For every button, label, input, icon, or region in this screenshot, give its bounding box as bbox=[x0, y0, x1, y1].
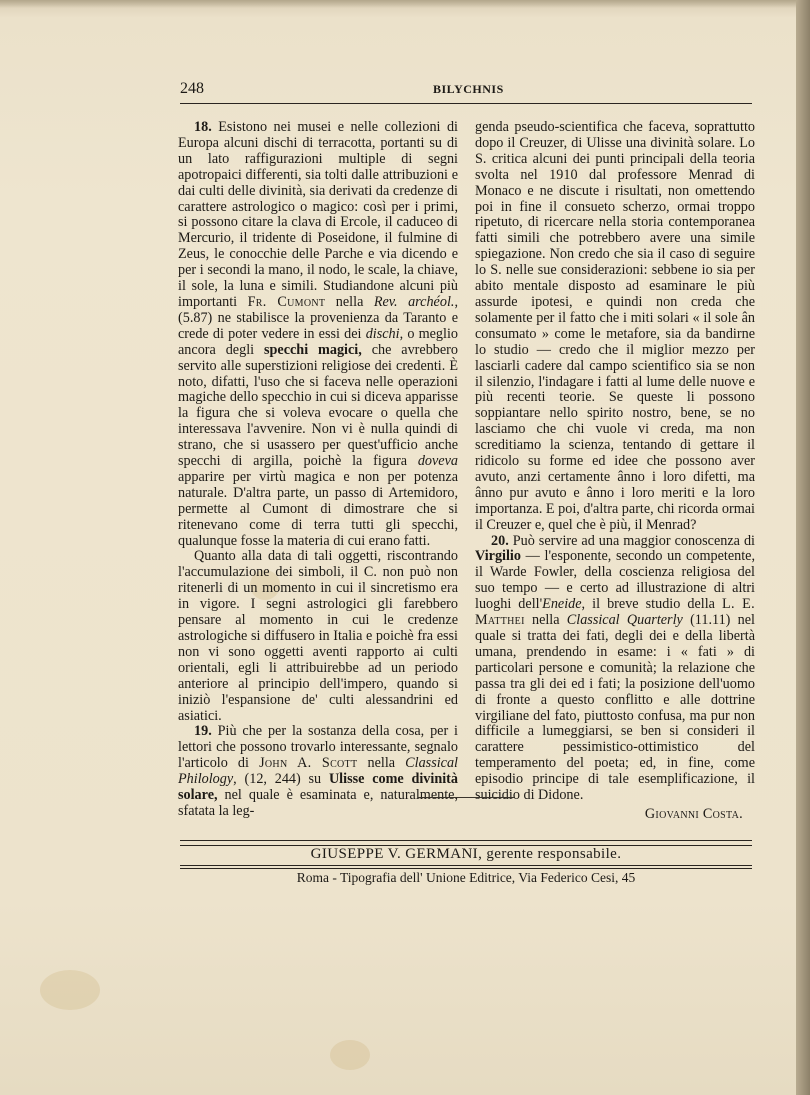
imprint-rule bbox=[180, 868, 752, 869]
text-run: dischi bbox=[365, 325, 400, 342]
text-run: 19. bbox=[194, 723, 212, 740]
text-run: nella bbox=[325, 293, 374, 310]
imprint-rule bbox=[180, 865, 752, 866]
text-run: , (5.87) ne stabilisce la provenienza da Taranto e crede di poter vedere in essi dei bbox=[178, 293, 458, 342]
text-run: doveva bbox=[417, 453, 458, 470]
text-run: Classical Quarterly bbox=[566, 612, 683, 629]
text-run: che avrebbero servito alle superstizioni religiose dei credenti. È noto, difatti, l'uso che si faceva nelle operazioni magiche dello specchio in cui si diceva apparisse la figura che si voleva evocare o quella che interessava l'avvenire. Non vi è nulla quindi di strano, che si usassero per quest'ufficio anche specchi di argilla, poichè la figura bbox=[178, 341, 459, 470]
running-title: BILYCHNIS bbox=[433, 82, 504, 96]
paragraph-18 bbox=[178, 120, 458, 549]
text-run: genda pseudo-scientifica che faceva, soprattutto dopo il Creuzer, di Ulisse una divinità solare. Lo S. critica alcuni dei punti principali della teoria svolta nel 1910 dal professore Menrad di Monaco e ne discute i risultati, non omettendo poi in fine il consueto scherzo, ormai troppo ripetuto, di ricercare nella storia contemporanea fatti simili che potrebbero avere una simile spiegazione. Non credo che sia il caso di seguire lo S. nelle sue considerazioni: sebbene io sia per abito mentale disposto ad esaminare le più assurde ipotesi, e quindi non creda che solamente per il fatto che i miti solari « il sole ân consumato » come le metafore, sia da bandirne lo studio — credo che il miglior mezzo per lasciarli cadere dal campo scientifico sia se non il silenzio, l'indagare i fatti al lume delle nuove e più recenti teorie. Se queste li possono soppiantare nello spirito nostro, bene, se no lasciamo che chi vuole vi creda, ma non screditiamo la scienza, tentando di gettare il ridicolo su forme ed idee che possono aver avuto, anzi certamente ânno i loro difetti, ma ânno pur avuto e ânno i loro meriti e la loro importanza. E poi, d'altra parte, chi ricorda ormai il Creuzer e, quel che è più, il Menrad? bbox=[475, 119, 755, 533]
text-run: Può servire ad una maggior conoscenza di bbox=[508, 532, 755, 549]
paragraph-20 bbox=[475, 534, 755, 804]
text-run: Classical Philology bbox=[178, 755, 458, 788]
text-run: Virgilio bbox=[475, 548, 521, 565]
text-run: Fr. Cumont bbox=[247, 293, 326, 310]
text-run: (11.11) nel quale si tratta dei fati, degli dei e della libertà umana, prendendo in esame: i « fati » di particolari persone e comunità; la relazione che passa tra gli dei ed i fati; la posizione dell'uomo di fronte a questo conflitto e alle dottrine virgiliane del fato, piuttosto confusa, ma pur non difficile a lumeggiarsi, se ben si consideri il carattere pessimistico-ottimistico del temperamento del poeta; ed, in fine, come episodio principe di tale esemplificazione, il suicidio di Didone. bbox=[475, 612, 755, 804]
text-run: apparire per virtù magica e non per potenza naturale. D'altra parte, un passo di Artemidoro, permette al Cumont di dimostrare che si ritenevano come di terra tutti gli specchi, qualunque fosse la materia di cui erano fatti. bbox=[178, 468, 458, 549]
author-signature: Giovanni Costa. bbox=[644, 805, 743, 822]
text-run: Rev. archéol. bbox=[373, 293, 455, 310]
right-column bbox=[475, 120, 755, 823]
left-column bbox=[178, 120, 458, 820]
section-divider bbox=[418, 797, 514, 798]
text-run: — l'esponente, secondo un competente, il Warde Fowler, della coscienza religiosa del suo tempo — e certo ad illustrazione di altri luoghi dell' bbox=[475, 548, 755, 613]
text-run: Eneide bbox=[542, 596, 582, 613]
text-run: , o meglio ancora degli bbox=[178, 325, 459, 358]
paragraph-18-continued bbox=[178, 549, 458, 724]
text-run: Esistono nei musei e nelle collezioni di Europa alcuni dischi di terracotta, portanti su di un lato raffigurazioni multiple di segni apotropaici differenti, sia tolti dalle attribuzioni e dai culti delle divinità, sia derivati da credenze di carattere astrologico o magico: così per i primi, si possono citare la clava di Ercole, il caduceo di Mercurio, il tridente di Poseidone, il fulmine di Zeus, le conocchie delle Parche e via dicendo e per i secondi la mano, il nodo, le scale, la chiave, il sole, la luna e simili. Studiandone alcuni più importanti bbox=[178, 119, 458, 310]
text-run: John A. Scott bbox=[259, 755, 358, 772]
page-number: 248 bbox=[180, 80, 204, 97]
paper-stain bbox=[330, 1040, 370, 1070]
page-right-edge bbox=[796, 0, 810, 1095]
text-run: L. E. Matthei bbox=[475, 596, 755, 629]
text-run: , (12, 244) su bbox=[233, 771, 329, 788]
paragraph-19-continued bbox=[475, 120, 755, 534]
page-top-edge bbox=[0, 0, 810, 8]
text-run: Quanto alla data di tali oggetti, riscontrando l'accumulazione dei simboli, il C. non può non ritenerli di un momento in cui il sincretismo era in vigore. I segni astrologici gli farebbero pensare al momento in cui le credenze astrologiche si diffusero in Italia e poichè fra essi non vi sono oggetti aventi rapporto ai culti orientali, egli li attribuirebbe ad un periodo anteriore al principio dell'impero, quando si iniziò l'espansione de' culti alessandrini ed asiatici. bbox=[178, 548, 458, 724]
text-run: Ulisse come divinità solare, bbox=[178, 771, 458, 804]
printer-line: Roma - Tipografia dell' Unione Editrice, Via Federico Cesi, 45 bbox=[296, 870, 636, 885]
text-run: , il breve studio della bbox=[581, 596, 723, 613]
text-run: nella bbox=[357, 755, 406, 772]
text-run: 20. bbox=[491, 532, 509, 549]
text-run: specchi magici, bbox=[264, 341, 362, 358]
header-rule bbox=[180, 103, 752, 104]
managing-editor-line: GIUSEPPE V. GERMANI, gerente responsabile. bbox=[310, 846, 622, 862]
imprint-rule bbox=[180, 840, 752, 841]
text-run: Più che per la sostanza della cosa, per i lettori che possono trovarlo interessante, segnalo l'articolo di bbox=[178, 723, 458, 772]
text-run: 18. bbox=[194, 119, 212, 135]
paper-stain bbox=[40, 970, 100, 1010]
page-header bbox=[180, 80, 752, 100]
text-run: nella bbox=[524, 612, 567, 629]
paragraph-19 bbox=[178, 724, 458, 819]
text-run: nel quale è esaminata e, naturalmente, sfatata la leg- bbox=[178, 787, 458, 819]
